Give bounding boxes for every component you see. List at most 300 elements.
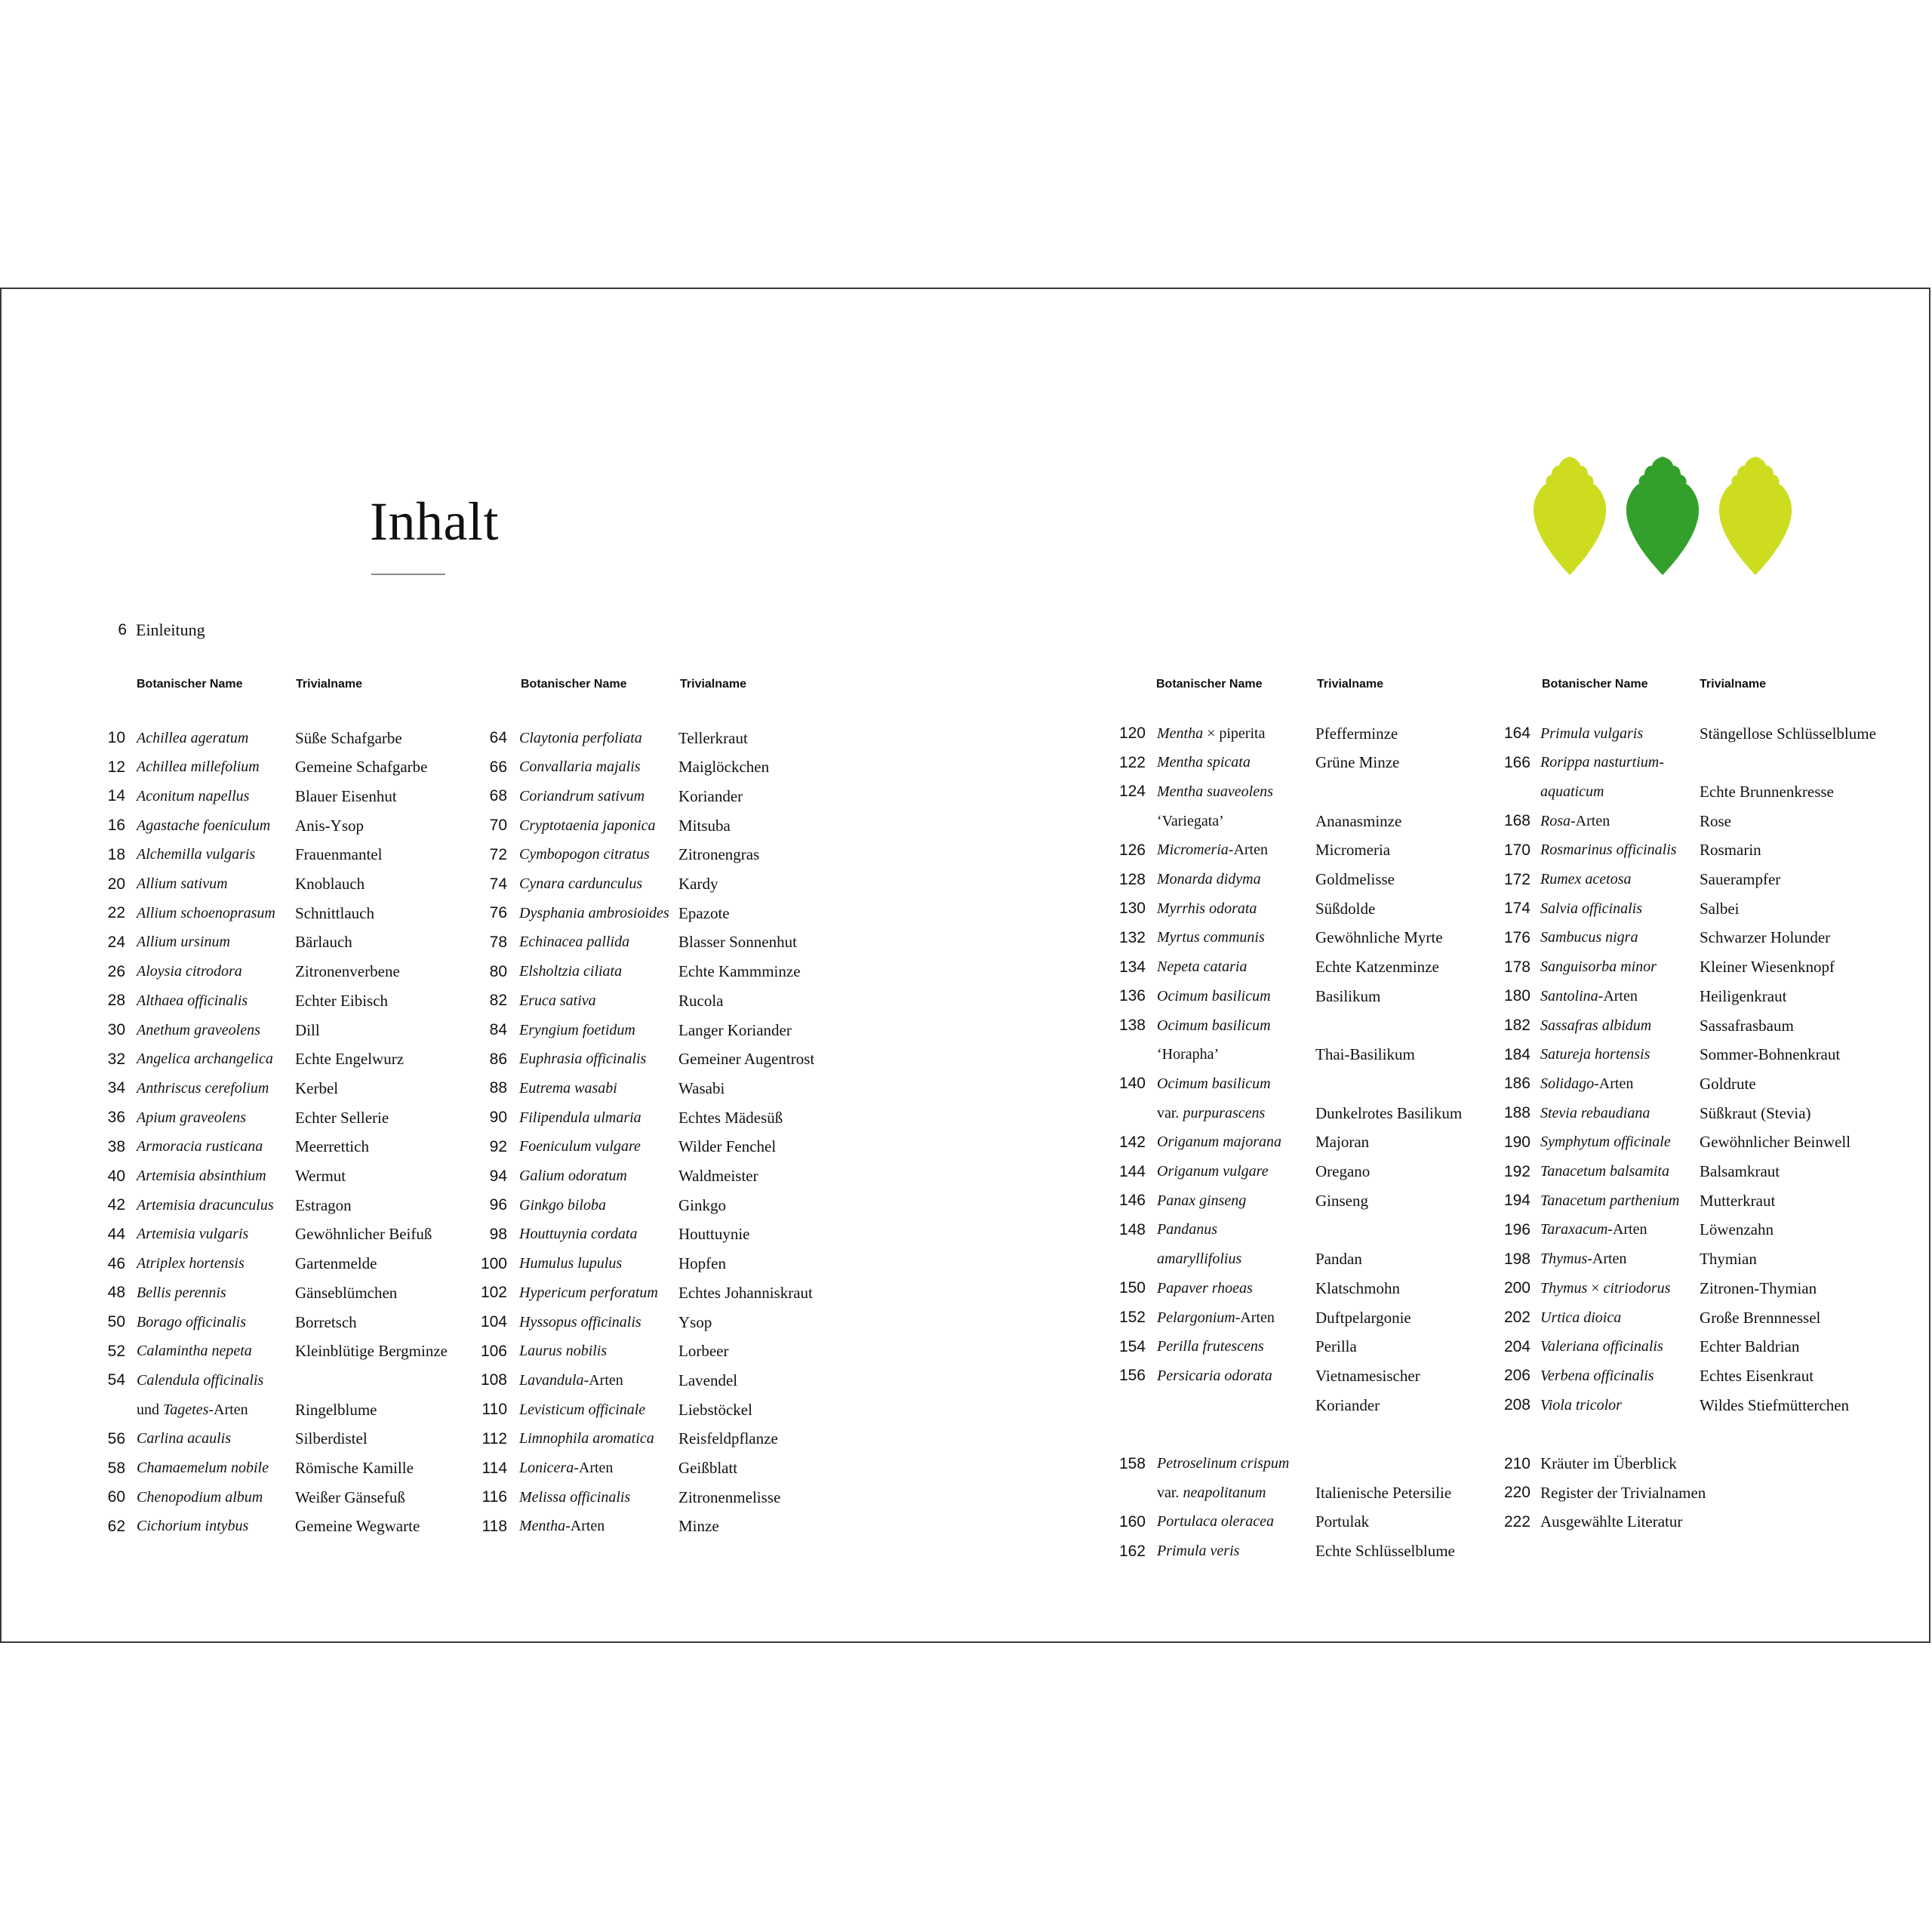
page-number: 142 bbox=[1118, 1133, 1146, 1151]
botanical-name-italic-part: Achillea ageratum bbox=[137, 729, 249, 746]
page-number: 98 bbox=[489, 1225, 507, 1243]
botanical-name bbox=[137, 905, 275, 922]
botanical-name bbox=[1540, 900, 1642, 918]
common-name: Gewöhnlicher Beinwell bbox=[1700, 1133, 1851, 1152]
common-name: Echte Katzenminze bbox=[1315, 958, 1439, 977]
page-number: 112 bbox=[481, 1429, 507, 1447]
botanical-name-italic-part: Pandanus bbox=[1157, 1221, 1217, 1238]
common-name: Dunkelrotes Basilikum bbox=[1315, 1103, 1463, 1122]
botanical-name-italic-part: Solidago bbox=[1540, 1075, 1595, 1092]
botanical-name-italic-part: Pelargonium bbox=[1157, 1309, 1235, 1326]
botanical-name-italic-part: Atriplex hortensis bbox=[137, 1255, 245, 1272]
botanical-name-italic-part: Levisticum officinale bbox=[519, 1401, 646, 1418]
botanical-name bbox=[137, 934, 230, 951]
botanical-name-italic-part: Calendula officinalis bbox=[137, 1371, 264, 1389]
botanical-name-italic-part: Primula vulgaris bbox=[1540, 724, 1644, 742]
botanical-name-italic-part: Origanum majorana bbox=[1157, 1134, 1282, 1151]
botanical-name-italic-part: Hyssopus officinalis bbox=[519, 1313, 641, 1331]
botanical-name-italic-part: Lonicera bbox=[519, 1460, 574, 1476]
botanical-name-italic-part: Taraxacum bbox=[1540, 1221, 1608, 1238]
page-number: 40 bbox=[107, 1167, 125, 1185]
botanical-name-italic-part: Mentha bbox=[1157, 724, 1204, 742]
page-number: 166 bbox=[1503, 753, 1531, 771]
page-number: 72 bbox=[489, 845, 507, 863]
botanical-name bbox=[137, 846, 255, 863]
common-name: Bärlauch bbox=[295, 933, 352, 952]
common-name: Knoblauch bbox=[295, 875, 365, 893]
botanical-name-italic-part: Galium odoratum bbox=[519, 1168, 627, 1184]
botanical-name bbox=[519, 1314, 641, 1331]
page-number: 144 bbox=[1118, 1162, 1146, 1180]
botanical-name-upright-part: -Arten bbox=[1598, 987, 1638, 1004]
botanical-name-upright-part: -Arten bbox=[574, 1460, 614, 1476]
page-number: 114 bbox=[481, 1459, 507, 1477]
botanical-name bbox=[1157, 1046, 1219, 1063]
botanical-name bbox=[519, 1022, 635, 1039]
common-name: Rosmarin bbox=[1700, 841, 1761, 860]
botanical-name bbox=[1540, 988, 1638, 1005]
page-number: 156 bbox=[1118, 1367, 1146, 1385]
botanical-name-italic-part: Alchemilla vulgaris bbox=[137, 846, 256, 863]
botanical-name-italic-part: Bellis perennis bbox=[137, 1284, 226, 1301]
header-botanical: Botanischer Name bbox=[137, 678, 243, 691]
page-number: 100 bbox=[480, 1254, 507, 1272]
botanical-name-italic-part: Borago officinalis bbox=[137, 1313, 246, 1331]
common-name: Wildes Stiefmütterchen bbox=[1700, 1395, 1850, 1414]
page-number: 140 bbox=[1118, 1075, 1146, 1093]
common-name: Anis-Ysop bbox=[295, 816, 365, 835]
page-number: 6 bbox=[118, 621, 127, 638]
page-number: 192 bbox=[1503, 1162, 1531, 1180]
botanical-name-italic-part: Convallaria majalis bbox=[519, 758, 641, 776]
common-name: Duftpelargonie bbox=[1315, 1308, 1411, 1327]
common-name: Tellerkraut bbox=[678, 728, 748, 747]
botanical-name-italic-part: Echinacea pallida bbox=[519, 934, 630, 951]
botanical-name-italic-part: Papaver rhoeas bbox=[1157, 1279, 1253, 1297]
page-number: 116 bbox=[481, 1488, 507, 1506]
common-name: Echtes Mädesüß bbox=[678, 1108, 783, 1127]
botanical-name-italic-part: Eruca sativa bbox=[519, 992, 596, 1009]
page-number: 66 bbox=[489, 758, 507, 776]
page-number: 90 bbox=[489, 1109, 507, 1127]
botanical-name bbox=[519, 817, 656, 835]
botanical-name bbox=[1540, 1251, 1626, 1268]
botanical-name bbox=[1540, 1338, 1663, 1355]
botanical-name bbox=[1157, 1455, 1289, 1472]
botanical-name-italic-part: Thymus bbox=[1540, 1279, 1588, 1297]
page-number: 184 bbox=[1503, 1045, 1531, 1063]
botanical-name-italic-part: Euphrasia officinalis bbox=[519, 1051, 647, 1068]
botanical-name-upright-part: × piperita bbox=[1203, 724, 1266, 742]
botanical-name bbox=[1540, 1280, 1670, 1297]
botanical-name bbox=[1540, 1221, 1647, 1238]
botanical-name bbox=[1540, 1046, 1650, 1063]
header-common: Trivialname bbox=[1317, 678, 1384, 691]
botanical-name bbox=[1540, 1075, 1633, 1093]
botanical-name-upright-part: ‘Variegata’ bbox=[1157, 812, 1224, 829]
botanical-name-italic-part: Allium sativum bbox=[137, 875, 228, 892]
page-number: 16 bbox=[107, 817, 125, 835]
page-number: 60 bbox=[107, 1488, 125, 1506]
common-name: Kardy bbox=[678, 875, 718, 893]
botanical-name-italic-part: neapolitanum bbox=[1183, 1484, 1266, 1501]
common-name: Heiligenkraut bbox=[1700, 986, 1787, 1005]
botanical-name-italic-part: aquaticum bbox=[1540, 783, 1604, 800]
botanical-name-italic-part: Ocimum basilicum bbox=[1157, 987, 1271, 1004]
common-name: Rucola bbox=[678, 991, 724, 1010]
common-name: Schwarzer Holunder bbox=[1700, 928, 1831, 947]
botanical-name-upright-part: var. bbox=[1157, 1484, 1183, 1501]
common-name: Zitronenverbene bbox=[295, 962, 400, 981]
common-name: Ananasminze bbox=[1315, 811, 1402, 830]
botanical-name-italic-part: Petroselinum crispum bbox=[1157, 1455, 1290, 1472]
common-name: Echte Schlüsselblume bbox=[1315, 1542, 1455, 1561]
botanical-name bbox=[519, 934, 629, 951]
botanical-name bbox=[1157, 1192, 1246, 1210]
botanical-name bbox=[1540, 1017, 1651, 1035]
botanical-name-upright-part: × bbox=[1587, 1279, 1604, 1297]
botanical-name-italic-part: Perilla frutescens bbox=[1157, 1338, 1264, 1355]
botanical-name-italic-part: Calamintha nepeta bbox=[137, 1343, 252, 1360]
botanical-name bbox=[137, 963, 242, 980]
page-number: 20 bbox=[107, 875, 125, 893]
page-number: 50 bbox=[107, 1313, 125, 1331]
common-name: Estragon bbox=[295, 1195, 352, 1214]
leaf-icon-right bbox=[1719, 457, 1792, 575]
botanical-name bbox=[519, 1168, 627, 1185]
page-number: 94 bbox=[489, 1167, 507, 1185]
common-name: Reisfeldpflanze bbox=[678, 1429, 778, 1448]
botanical-name-italic-part: Cynara cardunculus bbox=[519, 875, 643, 892]
botanical-name-italic-part: purpurascens bbox=[1183, 1104, 1266, 1121]
section-title: Kräuter im Überblick bbox=[1540, 1454, 1677, 1472]
page-number: 148 bbox=[1118, 1220, 1146, 1238]
botanical-name bbox=[137, 992, 248, 1010]
page-number: 68 bbox=[489, 787, 507, 805]
botanical-name-italic-part: Verbena officinalis bbox=[1540, 1367, 1654, 1384]
page-number: 62 bbox=[107, 1517, 125, 1535]
botanical-name-italic-part: Agastache foeniculum bbox=[137, 817, 271, 834]
botanical-name bbox=[1157, 1338, 1264, 1355]
page-number: 104 bbox=[480, 1313, 507, 1331]
botanical-name-italic-part: Ocimum basilicum bbox=[1157, 1017, 1271, 1034]
page-number: 182 bbox=[1503, 1017, 1531, 1034]
botanical-name-italic-part: Artemisia absinthium bbox=[137, 1168, 266, 1184]
page-number: 80 bbox=[489, 962, 507, 980]
common-name: Zitronenmelisse bbox=[678, 1487, 781, 1506]
botanical-name-italic-part: Satureja hortensis bbox=[1540, 1046, 1651, 1063]
botanical-name-italic-part: Ginkgo biloba bbox=[519, 1196, 606, 1214]
page-number: 76 bbox=[489, 904, 507, 922]
botanical-name bbox=[137, 1051, 273, 1068]
botanical-name bbox=[137, 1226, 248, 1243]
botanical-name-italic-part: citriodorus bbox=[1603, 1279, 1671, 1297]
common-name: Echtes Johanniskraut bbox=[678, 1283, 813, 1302]
common-name: Stängellose Schlüsselblume bbox=[1700, 724, 1876, 743]
botanical-name-italic-part: Artemisia vulgaris bbox=[137, 1226, 249, 1243]
botanical-name-italic-part: Anethum graveolens bbox=[137, 1021, 260, 1038]
common-name: Ysop bbox=[678, 1312, 712, 1331]
botanical-name bbox=[137, 1022, 260, 1039]
botanical-name bbox=[1157, 1280, 1253, 1297]
common-name: Majoran bbox=[1315, 1133, 1370, 1152]
common-name: Echtes Eisenkraut bbox=[1700, 1366, 1814, 1385]
botanical-name bbox=[519, 1489, 630, 1506]
common-name: Lorbeer bbox=[678, 1342, 729, 1361]
botanical-name-upright-part: -Arten bbox=[1235, 1309, 1275, 1326]
botanical-name-italic-part: Aloysia citrodora bbox=[137, 963, 242, 980]
botanical-name bbox=[137, 1197, 274, 1214]
botanical-name-italic-part: Rumex acetosa bbox=[1540, 871, 1632, 888]
page-number: 176 bbox=[1503, 928, 1531, 946]
common-name: Kleiner Wiesenknopf bbox=[1700, 958, 1835, 977]
page-number: 56 bbox=[107, 1429, 125, 1447]
botanical-name bbox=[519, 1109, 641, 1127]
botanical-name-italic-part: Allium ursinum bbox=[137, 934, 230, 951]
botanical-name-italic-part: Chamaemelum nobile bbox=[137, 1460, 269, 1476]
page-number: 42 bbox=[107, 1196, 125, 1214]
page-number: 82 bbox=[489, 992, 507, 1010]
botanical-name-italic-part: Apium graveolens bbox=[137, 1109, 246, 1126]
header-botanical: Botanischer Name bbox=[1156, 678, 1263, 691]
botanical-name bbox=[1540, 783, 1604, 801]
botanical-name bbox=[1540, 958, 1657, 976]
botanical-name-italic-part: Althaea officinalis bbox=[137, 992, 248, 1009]
page-number: 152 bbox=[1118, 1309, 1146, 1326]
botanical-name-italic-part: Coriandrum sativum bbox=[519, 787, 645, 804]
botanical-name bbox=[1157, 1105, 1265, 1122]
header-common: Trivialname bbox=[296, 678, 363, 691]
page-number: 190 bbox=[1503, 1133, 1531, 1151]
intro-label: Einleitung bbox=[136, 620, 205, 639]
botanical-name bbox=[1540, 754, 1664, 771]
page-number: 108 bbox=[480, 1371, 507, 1389]
page-number: 134 bbox=[1118, 958, 1146, 976]
page-number: 124 bbox=[1118, 783, 1146, 801]
page-number: 106 bbox=[480, 1342, 507, 1360]
common-name: Perilla bbox=[1315, 1337, 1357, 1356]
page-number: 12 bbox=[107, 758, 125, 776]
page-number: 10 bbox=[107, 729, 125, 746]
common-name: Epazote bbox=[678, 903, 730, 922]
botanical-name-upright-part: -Arten bbox=[1587, 1251, 1627, 1268]
botanical-name bbox=[519, 1197, 606, 1214]
page-number: 64 bbox=[489, 729, 507, 746]
page-number: 96 bbox=[489, 1196, 507, 1214]
botanical-name bbox=[1157, 900, 1257, 918]
common-name: Ringelblume bbox=[295, 1400, 377, 1419]
botanical-name-italic-part: Hypericum perforatum bbox=[519, 1284, 658, 1301]
common-name: Klatschmohn bbox=[1315, 1278, 1400, 1297]
botanical-name-italic-part: Mentha bbox=[519, 1518, 566, 1535]
botanical-name bbox=[1157, 1251, 1241, 1268]
title-underline bbox=[371, 574, 445, 575]
botanical-name bbox=[519, 875, 642, 893]
botanical-name bbox=[1157, 1075, 1271, 1093]
botanical-name bbox=[137, 1430, 231, 1447]
page-number: 88 bbox=[489, 1079, 507, 1097]
page-number: 194 bbox=[1503, 1192, 1531, 1210]
page-number: 24 bbox=[107, 933, 125, 951]
botanical-name-upright-part: -Arten bbox=[565, 1518, 605, 1535]
botanical-name-italic-part: Valeriana officinalis bbox=[1540, 1338, 1663, 1355]
page-number: 206 bbox=[1503, 1367, 1531, 1385]
botanical-name bbox=[1540, 1367, 1654, 1385]
page-number: 44 bbox=[107, 1225, 125, 1243]
page-number: 196 bbox=[1503, 1220, 1531, 1238]
page-number: 14 bbox=[107, 787, 125, 805]
botanical-name-italic-part: Sassafras albidum bbox=[1540, 1017, 1652, 1034]
page-number: 150 bbox=[1118, 1279, 1146, 1297]
common-name: Geißblatt bbox=[678, 1459, 738, 1477]
common-name: Schnittlauch bbox=[295, 903, 374, 922]
common-name: Meerrettich bbox=[295, 1137, 369, 1156]
botanical-name bbox=[137, 788, 249, 805]
botanical-name-upright-part: -Arten bbox=[583, 1371, 623, 1389]
botanical-name bbox=[137, 1489, 263, 1506]
botanical-name bbox=[519, 1430, 654, 1447]
botanical-name-italic-part: Chenopodium album bbox=[137, 1488, 263, 1506]
common-name: Gemeine Schafgarbe bbox=[295, 758, 428, 777]
botanical-name bbox=[137, 1460, 269, 1477]
page-number: 28 bbox=[107, 992, 125, 1010]
botanical-name bbox=[1157, 958, 1247, 976]
botanical-name-italic-part: Viola tricolor bbox=[1540, 1396, 1622, 1414]
botanical-name-italic-part: Mentha suaveolens bbox=[1157, 783, 1273, 800]
page-number: 128 bbox=[1118, 870, 1146, 888]
botanical-name-italic-part: Humulus lupulus bbox=[519, 1255, 623, 1272]
page-number: 58 bbox=[107, 1459, 125, 1477]
page-number: 38 bbox=[107, 1137, 125, 1155]
common-name: Minze bbox=[678, 1517, 719, 1536]
common-name: Dill bbox=[295, 1020, 320, 1039]
botanical-name-italic-part: Angelica archangelica bbox=[137, 1051, 273, 1068]
botanical-name bbox=[1540, 1192, 1679, 1210]
botanical-name-italic-part: Claytonia perfoliata bbox=[519, 729, 642, 746]
botanical-name-italic-part: Santolina bbox=[1540, 987, 1598, 1004]
botanical-name-upright-part: -Arten bbox=[1228, 841, 1268, 859]
common-name: Gartenmelde bbox=[295, 1254, 377, 1273]
botanical-name-italic-part: Myrtus communis bbox=[1157, 929, 1265, 946]
botanical-name bbox=[1157, 1484, 1266, 1502]
page-number: 34 bbox=[107, 1079, 125, 1097]
botanical-name bbox=[1540, 871, 1632, 888]
common-name: Zitronen-Thymian bbox=[1700, 1278, 1817, 1297]
leaf-decoration bbox=[1528, 455, 1800, 576]
common-name: Echter Eibisch bbox=[295, 991, 389, 1010]
common-name: Echter Baldrian bbox=[1700, 1337, 1800, 1356]
page-number: 92 bbox=[489, 1137, 507, 1155]
common-name: Mitsuba bbox=[678, 816, 731, 835]
page-number: 22 bbox=[107, 904, 125, 922]
botanical-name bbox=[1540, 1309, 1621, 1327]
botanical-name bbox=[1157, 1543, 1239, 1560]
botanical-name bbox=[519, 992, 596, 1010]
page-number: 136 bbox=[1118, 987, 1146, 1005]
common-name: Sassafrasbaum bbox=[1700, 1016, 1794, 1035]
page-number: 122 bbox=[1118, 753, 1146, 771]
header-botanical: Botanischer Name bbox=[1542, 678, 1648, 691]
common-name: Koriander bbox=[1315, 1395, 1380, 1414]
botanical-name-italic-part: Melissa officinalis bbox=[519, 1488, 631, 1506]
botanical-name bbox=[1157, 871, 1261, 888]
common-name: Balsamkraut bbox=[1700, 1162, 1780, 1180]
page-number: 204 bbox=[1503, 1337, 1531, 1355]
botanical-name bbox=[1157, 1221, 1217, 1238]
botanical-name-italic-part: Eutrema wasabi bbox=[519, 1079, 617, 1097]
botanical-name-italic-part: Foeniculum vulgare bbox=[519, 1138, 641, 1155]
botanical-name-italic-part: Cryptotaenia japonica bbox=[519, 817, 656, 834]
botanical-name bbox=[1540, 725, 1643, 743]
botanical-name-italic-part: Limnophila aromatica bbox=[519, 1430, 654, 1447]
botanical-name-upright-part: -Arten bbox=[208, 1401, 248, 1418]
page-number: 202 bbox=[1503, 1309, 1531, 1326]
page-number: 138 bbox=[1118, 1017, 1146, 1034]
botanical-name-italic-part: Tanacetum parthenium bbox=[1540, 1192, 1680, 1209]
header-botanical: Botanischer Name bbox=[521, 678, 627, 691]
botanical-name-italic-part: Filipendula ulmaria bbox=[519, 1109, 641, 1126]
botanical-name bbox=[1157, 929, 1265, 946]
botanical-name bbox=[1157, 725, 1265, 743]
botanical-name-italic-part: Sambucus nigra bbox=[1540, 929, 1638, 946]
common-name: Löwenzahn bbox=[1700, 1220, 1774, 1239]
section-title: Ausgewählte Literatur bbox=[1540, 1512, 1683, 1531]
common-name: Echte Engelwurz bbox=[295, 1050, 405, 1069]
botanical-name bbox=[519, 1080, 617, 1097]
common-name: Grüne Minze bbox=[1315, 753, 1400, 772]
page-number: 220 bbox=[1503, 1484, 1531, 1502]
common-name: Sommer-Bohnenkraut bbox=[1700, 1045, 1841, 1064]
leaf-icon-middle bbox=[1626, 457, 1699, 575]
botanical-name bbox=[137, 1343, 252, 1360]
botanical-name-italic-part: Mentha spicata bbox=[1157, 754, 1251, 771]
botanical-name-upright-part: -Arten bbox=[1607, 1221, 1647, 1238]
botanical-name-italic-part: Nepeta cataria bbox=[1157, 958, 1247, 976]
common-name: Micromeria bbox=[1315, 841, 1391, 860]
botanical-name-italic-part: Stevia rebaudiana bbox=[1540, 1104, 1651, 1121]
botanical-name bbox=[519, 788, 645, 805]
common-name: Silberdistel bbox=[295, 1429, 368, 1448]
botanical-name bbox=[137, 1518, 248, 1535]
botanical-name-italic-part: Lavandula bbox=[519, 1371, 584, 1389]
page-number: 186 bbox=[1503, 1075, 1531, 1093]
common-name: Mutterkraut bbox=[1700, 1191, 1776, 1210]
botanical-name-italic-part: Eryngium foetidum bbox=[519, 1021, 635, 1038]
page-number: 86 bbox=[489, 1050, 507, 1068]
common-name: Ginseng bbox=[1315, 1191, 1368, 1210]
page-number: 160 bbox=[1118, 1512, 1146, 1531]
header-common: Trivialname bbox=[1700, 678, 1767, 691]
botanical-name-italic-part: Laurus nobilis bbox=[519, 1343, 608, 1360]
page-number: 54 bbox=[107, 1371, 125, 1389]
botanical-name bbox=[1540, 1134, 1671, 1151]
botanical-name bbox=[519, 1255, 622, 1272]
botanical-name-italic-part: Origanum vulgare bbox=[1157, 1163, 1269, 1180]
botanical-name-italic-part: Elsholtzia ciliata bbox=[519, 963, 623, 980]
page-number: 78 bbox=[489, 933, 507, 951]
botanical-name bbox=[1540, 813, 1610, 830]
botanical-name bbox=[137, 1138, 263, 1155]
common-name: Oregano bbox=[1315, 1162, 1371, 1180]
common-name: Sauerampfer bbox=[1700, 870, 1781, 888]
page-number: 188 bbox=[1503, 1104, 1531, 1122]
botanical-name bbox=[137, 1109, 246, 1127]
page-number: 162 bbox=[1118, 1542, 1146, 1560]
common-name: Weißer Gänsefuß bbox=[295, 1487, 405, 1506]
botanical-name bbox=[137, 1255, 245, 1272]
botanical-name bbox=[1157, 988, 1271, 1005]
botanical-name bbox=[137, 758, 260, 776]
